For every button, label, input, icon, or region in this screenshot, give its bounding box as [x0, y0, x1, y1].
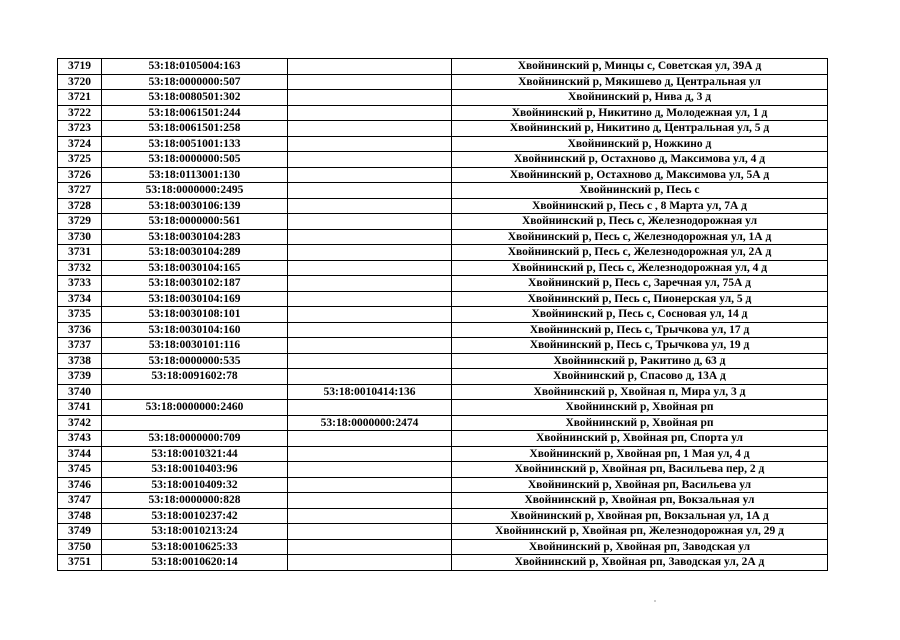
cadastral-number-cell: 53:18:0030104:160 — [102, 322, 288, 338]
row-number-cell: 3731 — [58, 245, 102, 261]
cadastral-number-cell: 53:18:0000000:535 — [102, 353, 288, 369]
table-row — [58, 353, 828, 369]
cadastral-number-alt-cell — [288, 167, 452, 183]
cadastral-number-cell: 53:18:0061501:244 — [102, 105, 288, 121]
cadastral-number-cell: 53:18:0000000:2460 — [102, 400, 288, 416]
row-number-cell: 3747 — [58, 493, 102, 509]
table-row — [58, 214, 828, 230]
row-number-cell: 3748 — [58, 508, 102, 524]
address-cell: Хвойнинский р, Остахново д, Максимова ул, 5А д — [452, 167, 828, 183]
address-cell: Хвойнинский р, Песь с, Трычкова ул, 19 д — [452, 338, 828, 354]
address-cell: Хвойнинский р, Остахново д, Максимова ул, 4 д — [452, 152, 828, 168]
address-cell: Хвойнинский р, Ножкино д — [452, 136, 828, 152]
cadastral-number-cell: 53:18:0010403:96 — [102, 462, 288, 478]
address-cell: Хвойнинский р, Песь с, Железнодорожная ул, 4 д — [452, 260, 828, 276]
cadastral-number-alt-cell — [288, 462, 452, 478]
property-registry-table — [57, 58, 828, 571]
table-row — [58, 431, 828, 447]
cadastral-number-alt-cell — [288, 136, 452, 152]
row-number-cell: 3743 — [58, 431, 102, 447]
cadastral-number-alt-cell — [288, 446, 452, 462]
cadastral-number-alt-cell — [288, 322, 452, 338]
address-cell: Хвойнинский р, Хвойная рп, Заводская ул, 2А д — [452, 555, 828, 571]
address-cell: Хвойнинский р, Песь с, Заречная ул, 75А д — [452, 276, 828, 292]
cadastral-number-cell: 53:18:0080501:302 — [102, 90, 288, 106]
table-row — [58, 276, 828, 292]
row-number-cell: 3721 — [58, 90, 102, 106]
address-cell: Хвойнинский р, Песь с, Сосновая ул, 14 д — [452, 307, 828, 323]
address-cell: Хвойнинский р, Песь с — [452, 183, 828, 199]
cadastral-number-cell: 53:18:0091602:78 — [102, 369, 288, 385]
table-row — [58, 462, 828, 478]
cadastral-number-alt-cell — [288, 183, 452, 199]
cadastral-number-alt-cell — [288, 198, 452, 214]
table-row — [58, 136, 828, 152]
cadastral-number-alt-cell — [288, 291, 452, 307]
address-cell: Хвойнинский р, Песь с, Трычкова ул, 17 д — [452, 322, 828, 338]
cadastral-number-cell: 53:18:0010237:42 — [102, 508, 288, 524]
cadastral-number-alt-cell — [288, 245, 452, 261]
table-row — [58, 167, 828, 183]
cadastral-number-cell: 53:18:0010213:24 — [102, 524, 288, 540]
cadastral-number-alt-cell — [288, 74, 452, 90]
row-number-cell: 3740 — [58, 384, 102, 400]
table-row — [58, 121, 828, 137]
row-number-cell: 3745 — [58, 462, 102, 478]
cadastral-number-alt-cell — [288, 477, 452, 493]
row-number-cell: 3734 — [58, 291, 102, 307]
cadastral-number-alt-cell — [288, 353, 452, 369]
cadastral-number-cell — [102, 415, 288, 431]
cadastral-number-alt-cell — [288, 524, 452, 540]
cadastral-number-alt-cell — [288, 229, 452, 245]
table-row — [58, 245, 828, 261]
row-number-cell: 3722 — [58, 105, 102, 121]
cadastral-number-alt-cell — [288, 508, 452, 524]
address-cell: Хвойнинский р, Никитино д, Центральная ул, 5 д — [452, 121, 828, 137]
table-row — [58, 384, 828, 400]
table-row — [58, 508, 828, 524]
address-cell: Хвойнинский р, Спасово д, 13А д — [452, 369, 828, 385]
table-row — [58, 493, 828, 509]
row-number-cell: 3751 — [58, 555, 102, 571]
address-cell: Хвойнинский р, Хвойная рп, Спорта ул — [452, 431, 828, 447]
table-row — [58, 229, 828, 245]
cadastral-number-cell: 53:18:0113001:130 — [102, 167, 288, 183]
table-row — [58, 415, 828, 431]
address-cell: Хвойнинский р, Мякишево д, Центральная ул — [452, 74, 828, 90]
address-cell: Хвойнинский р, Песь с, Железнодорожная ул, 1А д — [452, 229, 828, 245]
table-row — [58, 59, 828, 75]
table-row — [58, 260, 828, 276]
address-cell: Хвойнинский р, Хвойная рп — [452, 415, 828, 431]
table-row — [58, 322, 828, 338]
table-row — [58, 400, 828, 416]
row-number-cell: 3739 — [58, 369, 102, 385]
table-row — [58, 152, 828, 168]
cadastral-number-cell: 53:18:0030102:187 — [102, 276, 288, 292]
cadastral-number-cell: 53:18:0000000:828 — [102, 493, 288, 509]
cadastral-number-cell: 53:18:0030104:283 — [102, 229, 288, 245]
cadastral-number-cell: 53:18:0051001:133 — [102, 136, 288, 152]
address-cell: Хвойнинский р, Хвойная п, Мира ул, 3 д — [452, 384, 828, 400]
table-row — [58, 90, 828, 106]
cadastral-number-cell: 53:18:0030108:101 — [102, 307, 288, 323]
row-number-cell: 3742 — [58, 415, 102, 431]
table-row — [58, 446, 828, 462]
row-number-cell: 3723 — [58, 121, 102, 137]
table-row — [58, 74, 828, 90]
row-number-cell: 3726 — [58, 167, 102, 183]
cadastral-number-alt-cell: 53:18:0000000:2474 — [288, 415, 452, 431]
cadastral-number-cell: 53:18:0030101:116 — [102, 338, 288, 354]
row-number-cell: 3733 — [58, 276, 102, 292]
table-row — [58, 555, 828, 571]
cadastral-number-cell: 53:18:0000000:505 — [102, 152, 288, 168]
address-cell: Хвойнинский р, Песь с, Пионерская ул, 5 д — [452, 291, 828, 307]
cadastral-number-alt-cell — [288, 152, 452, 168]
table-row — [58, 291, 828, 307]
address-cell: Хвойнинский р, Никитино д, Молодежная ул, 1 д — [452, 105, 828, 121]
cadastral-number-cell: 53:18:0010321:44 — [102, 446, 288, 462]
row-number-cell: 3732 — [58, 260, 102, 276]
address-cell: Хвойнинский р, Хвойная рп, Вокзальная ул — [452, 493, 828, 509]
cadastral-number-cell: 53:18:0105004:163 — [102, 59, 288, 75]
cadastral-number-alt-cell — [288, 260, 452, 276]
table-row — [58, 198, 828, 214]
cadastral-number-alt-cell — [288, 539, 452, 555]
cadastral-number-cell: 53:18:0010625:33 — [102, 539, 288, 555]
row-number-cell: 3738 — [58, 353, 102, 369]
row-number-cell: 3736 — [58, 322, 102, 338]
cadastral-number-alt-cell — [288, 276, 452, 292]
cadastral-number-cell: 53:18:0000000:709 — [102, 431, 288, 447]
cadastral-number-alt-cell — [288, 400, 452, 416]
table-row — [58, 539, 828, 555]
address-cell: Хвойнинский р, Хвойная рп, Заводская ул — [452, 539, 828, 555]
cadastral-number-cell: 53:18:0030104:169 — [102, 291, 288, 307]
address-cell: Хвойнинский р, Песь с , 8 Марта ул, 7А д — [452, 198, 828, 214]
cadastral-number-alt-cell — [288, 90, 452, 106]
cadastral-number-alt-cell — [288, 105, 452, 121]
address-cell: Хвойнинский р, Хвойная рп, 1 Мая ул, 4 д — [452, 446, 828, 462]
row-number-cell: 3746 — [58, 477, 102, 493]
cadastral-number-alt-cell — [288, 307, 452, 323]
cadastral-number-alt-cell — [288, 555, 452, 571]
cadastral-number-alt-cell — [288, 59, 452, 75]
row-number-cell: 3727 — [58, 183, 102, 199]
address-cell: Хвойнинский р, Хвойная рп — [452, 400, 828, 416]
cadastral-number-cell: 53:18:0000000:507 — [102, 74, 288, 90]
table-row — [58, 338, 828, 354]
address-cell: Хвойнинский р, Песь с, Железнодорожная ул, 2А д — [452, 245, 828, 261]
table-row — [58, 105, 828, 121]
cadastral-number-cell: 53:18:0061501:258 — [102, 121, 288, 137]
row-number-cell: 3725 — [58, 152, 102, 168]
cadastral-number-cell: 53:18:0010620:14 — [102, 555, 288, 571]
cadastral-number-alt-cell — [288, 431, 452, 447]
address-cell: Хвойнинский р, Хвойная рп, Васильева ул — [452, 477, 828, 493]
cadastral-number-alt-cell — [288, 493, 452, 509]
scan-speck — [654, 600, 656, 602]
row-number-cell: 3750 — [58, 539, 102, 555]
cadastral-number-alt-cell — [288, 214, 452, 230]
row-number-cell: 3741 — [58, 400, 102, 416]
row-number-cell: 3729 — [58, 214, 102, 230]
cadastral-number-alt-cell — [288, 369, 452, 385]
table-row — [58, 477, 828, 493]
address-cell: Хвойнинский р, Минцы с, Советская ул, 39А д — [452, 59, 828, 75]
row-number-cell: 3720 — [58, 74, 102, 90]
address-cell: Хвойнинский р, Хвойная рп, Железнодорожная ул, 29 д — [452, 524, 828, 540]
cadastral-number-alt-cell: 53:18:0010414:136 — [288, 384, 452, 400]
address-cell: Хвойнинский р, Нива д, 3 д — [452, 90, 828, 106]
cadastral-number-alt-cell — [288, 338, 452, 354]
row-number-cell: 3744 — [58, 446, 102, 462]
address-cell: Хвойнинский р, Хвойная рп, Вокзальная ул, 1А д — [452, 508, 828, 524]
address-cell: Хвойнинский р, Песь с, Железнодорожная ул — [452, 214, 828, 230]
cadastral-number-alt-cell — [288, 121, 452, 137]
address-cell: Хвойнинский р, Хвойная рп, Васильева пер, 2 д — [452, 462, 828, 478]
cadastral-number-cell: 53:18:0030104:165 — [102, 260, 288, 276]
address-cell: Хвойнинский р, Ракитино д, 63 д — [452, 353, 828, 369]
cadastral-number-cell: 53:18:0030104:289 — [102, 245, 288, 261]
row-number-cell: 3724 — [58, 136, 102, 152]
cadastral-number-cell: 53:18:0010409:32 — [102, 477, 288, 493]
cadastral-number-cell: 53:18:0000000:561 — [102, 214, 288, 230]
table-row — [58, 524, 828, 540]
row-number-cell: 3735 — [58, 307, 102, 323]
cadastral-number-cell — [102, 384, 288, 400]
row-number-cell: 3719 — [58, 59, 102, 75]
row-number-cell: 3728 — [58, 198, 102, 214]
table-row — [58, 369, 828, 385]
table-row — [58, 307, 828, 323]
cadastral-number-cell: 53:18:0030106:139 — [102, 198, 288, 214]
registry-table-body — [58, 59, 828, 571]
row-number-cell: 3730 — [58, 229, 102, 245]
cadastral-number-cell: 53:18:0000000:2495 — [102, 183, 288, 199]
table-row — [58, 183, 828, 199]
row-number-cell: 3749 — [58, 524, 102, 540]
row-number-cell: 3737 — [58, 338, 102, 354]
